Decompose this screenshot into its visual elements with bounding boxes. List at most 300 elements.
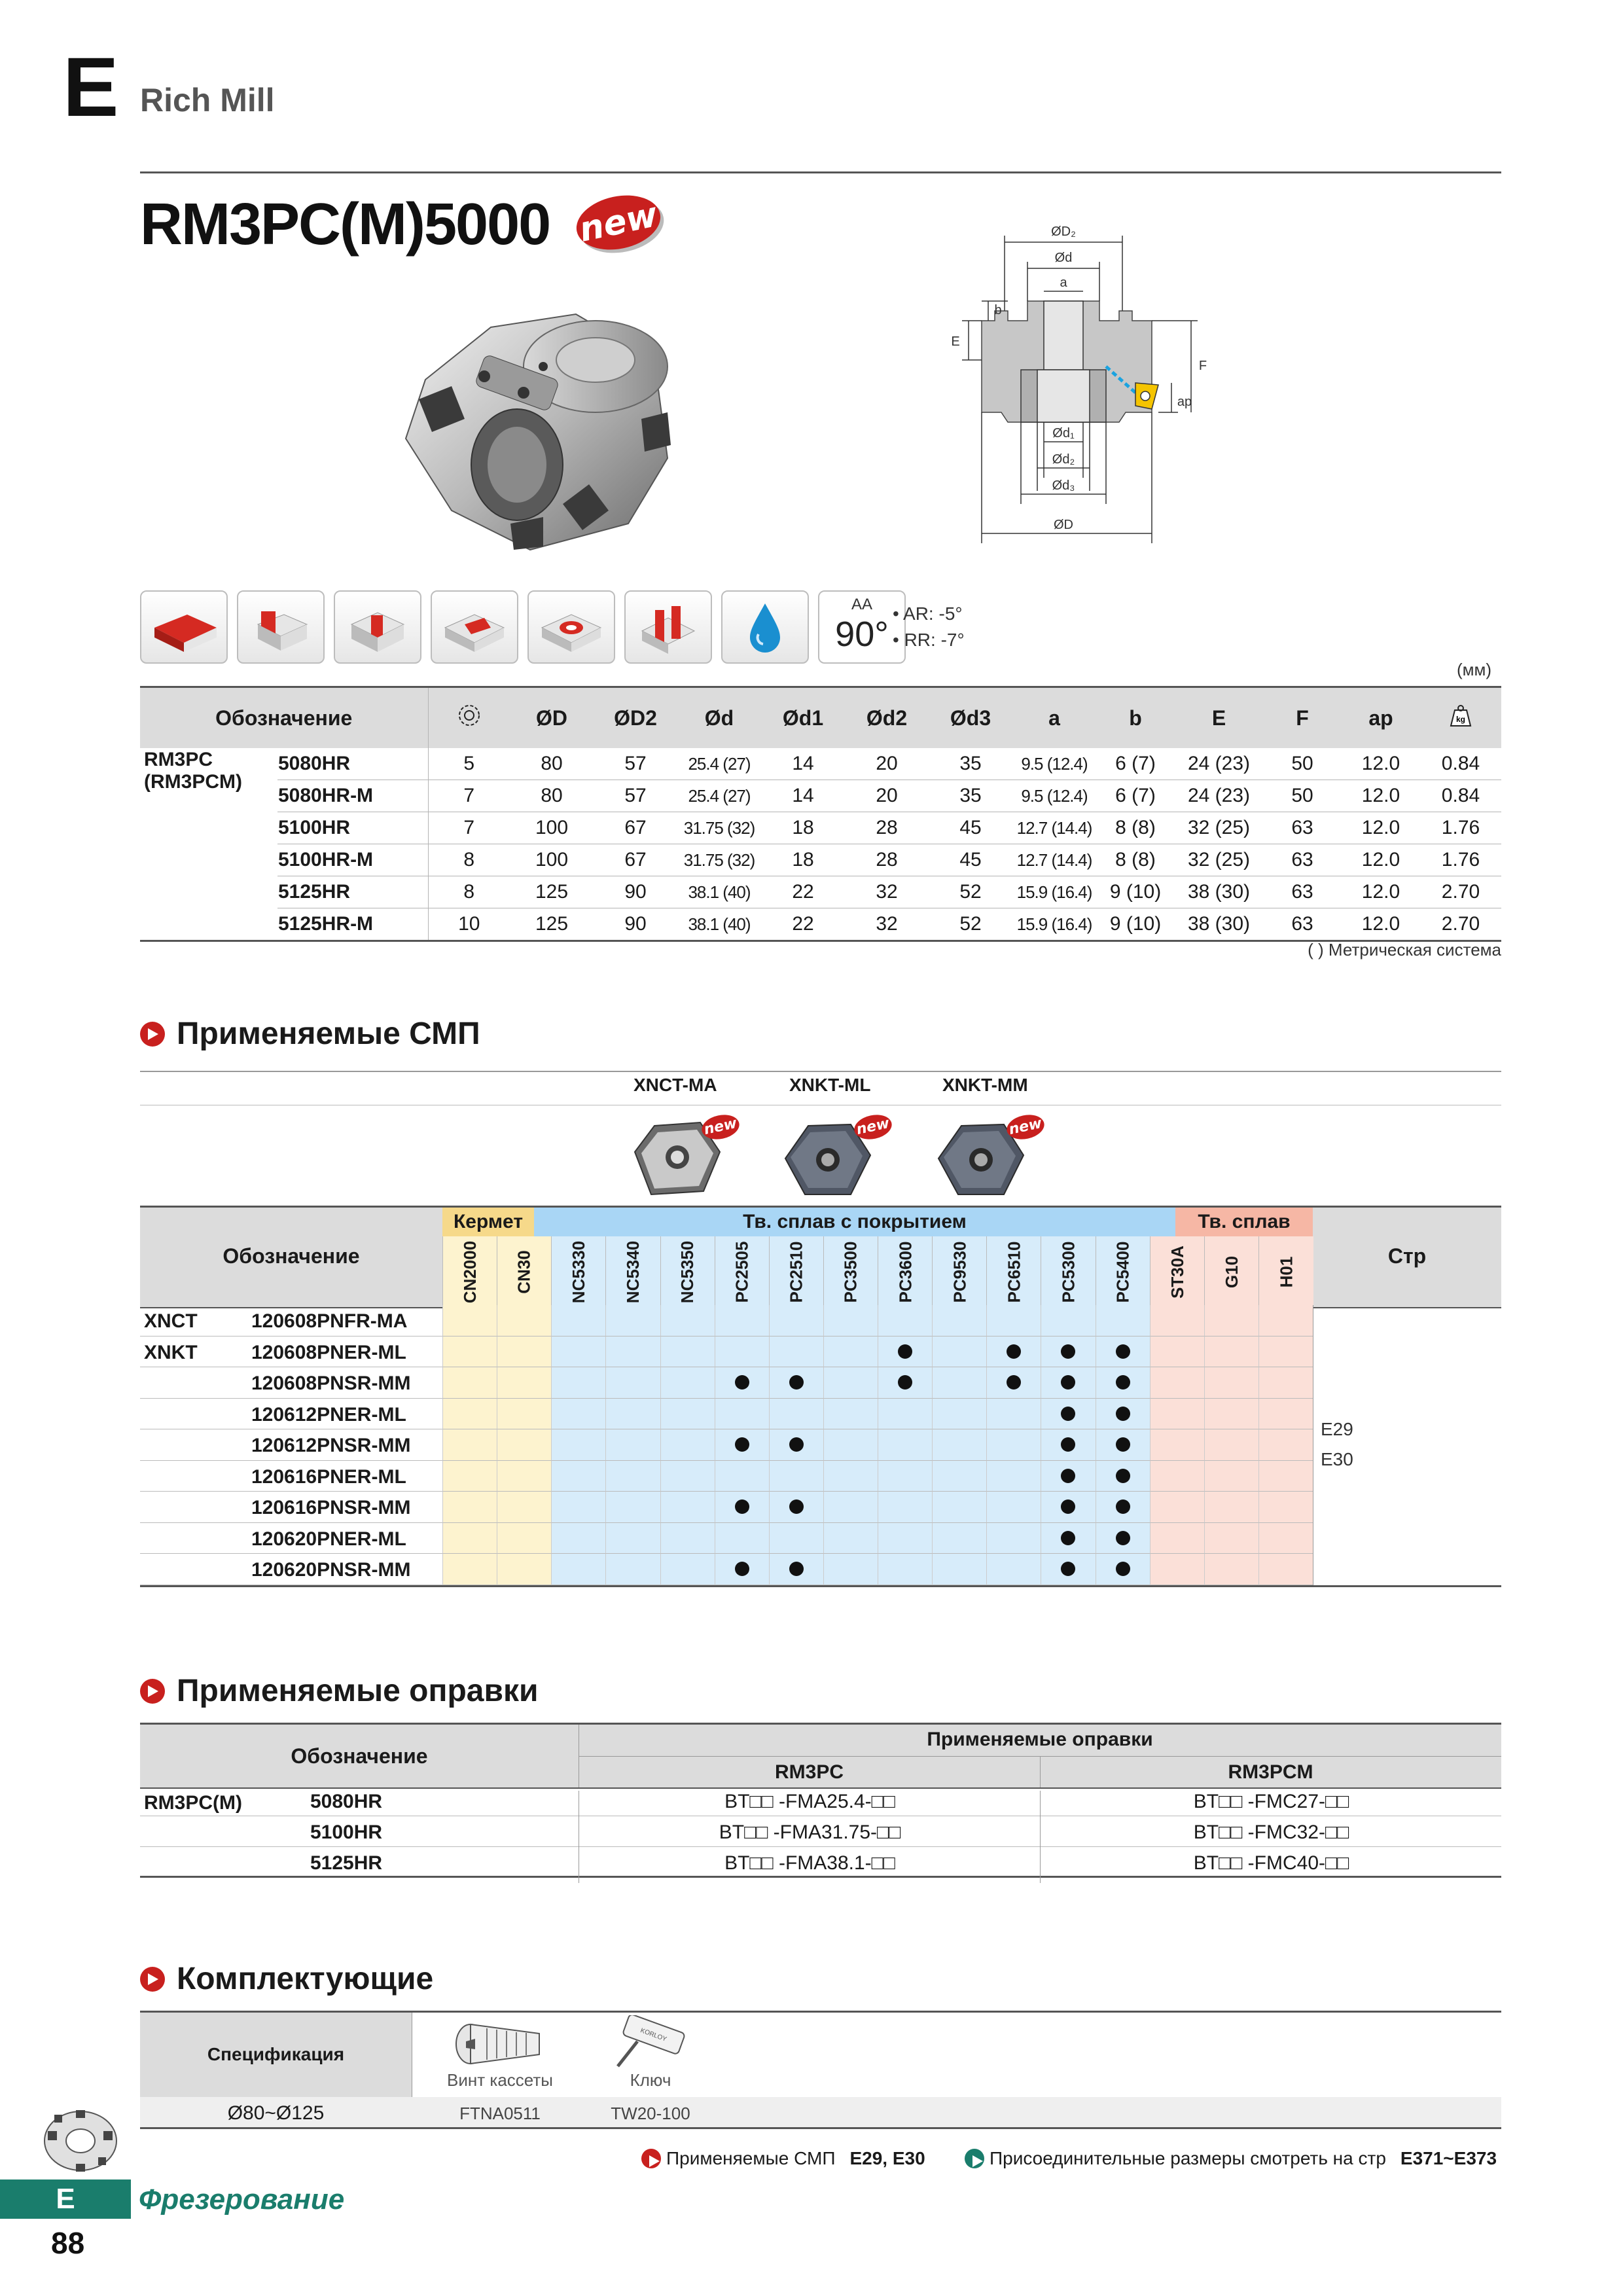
spec-model: 5100HR bbox=[277, 812, 428, 844]
grade-cell bbox=[932, 1367, 986, 1399]
svg-text:a: a bbox=[1060, 276, 1067, 290]
grade-name: PC6510 bbox=[1004, 1241, 1024, 1302]
spec-cell: 24 (23) bbox=[1175, 748, 1263, 780]
page-ref-e29: E29 bbox=[1321, 1419, 1353, 1439]
grade-cell bbox=[1204, 1554, 1258, 1585]
section-tab-text: Фрезерование bbox=[139, 2183, 345, 2215]
grade-cell bbox=[1041, 1399, 1095, 1430]
grade-column-header bbox=[660, 1236, 715, 1307]
insert-row bbox=[140, 1367, 1501, 1399]
spec-cell: 80 bbox=[510, 748, 594, 780]
svg-text:Ød₂: Ød₂ bbox=[1052, 452, 1075, 467]
new-badge-ml: new bbox=[852, 1111, 894, 1142]
svg-text:KORLOY: KORLOY bbox=[639, 2027, 668, 2043]
holder-model: 5080HR bbox=[310, 1791, 383, 1812]
insert-code: 120612PNER-ML bbox=[251, 1403, 406, 1426]
grade-cell bbox=[605, 1523, 660, 1554]
spec-table bbox=[140, 686, 1501, 942]
grade-cell bbox=[1041, 1523, 1095, 1554]
insert-series: XNCT bbox=[144, 1310, 198, 1332]
spec-series-line: (RM3PCM) bbox=[144, 771, 242, 793]
svg-text:F: F bbox=[1198, 359, 1207, 373]
spec-header-D: ØD bbox=[510, 687, 594, 749]
spec-header-E: E bbox=[1175, 687, 1263, 749]
grade-cell bbox=[1096, 1492, 1150, 1523]
spec-cell: 9 (10) bbox=[1096, 876, 1175, 908]
accessory-key-value: TW20-100 bbox=[611, 2104, 690, 2123]
grade-cell bbox=[551, 1554, 605, 1585]
spec-model: 5125HR bbox=[277, 876, 428, 908]
footer-ref-dimensions-pages: E371~E373 bbox=[1400, 2148, 1497, 2168]
grade-name: NC5330 bbox=[569, 1240, 589, 1303]
grade-cell bbox=[442, 1492, 497, 1523]
spec-cell: 8 bbox=[428, 844, 510, 876]
grade-cell bbox=[497, 1523, 551, 1554]
grade-cell bbox=[823, 1367, 878, 1399]
grade-column-header bbox=[715, 1236, 770, 1307]
grade-cell bbox=[497, 1367, 551, 1399]
insert-row bbox=[140, 1554, 1501, 1585]
grade-cell bbox=[605, 1399, 660, 1430]
slotting-icon bbox=[334, 590, 421, 664]
grade-cell bbox=[1204, 1429, 1258, 1461]
holders-header-group: Применяемые оправки bbox=[927, 1729, 1153, 1750]
spec-cell: 25.4 (27) bbox=[677, 748, 761, 780]
spec-cell: 31.75 (32) bbox=[677, 812, 761, 844]
spec-cell: 32 (25) bbox=[1175, 844, 1263, 876]
spec-cell: 57 bbox=[594, 780, 677, 812]
spec-cell: 24 (23) bbox=[1175, 780, 1263, 812]
grade-cell bbox=[769, 1523, 823, 1554]
spec-row bbox=[140, 812, 1501, 844]
spec-cell: 12.0 bbox=[1342, 812, 1420, 844]
insert-series: XNKT bbox=[144, 1341, 198, 1363]
grade-cell bbox=[878, 1305, 932, 1336]
grade-column-header bbox=[551, 1236, 606, 1307]
spec-cell: 125 bbox=[510, 876, 594, 908]
new-badge: new bbox=[571, 188, 666, 257]
grade-cell bbox=[1258, 1461, 1313, 1492]
spec-series bbox=[140, 748, 277, 941]
grade-cell bbox=[497, 1461, 551, 1492]
grade-cell bbox=[1096, 1429, 1150, 1461]
availability-dot bbox=[1061, 1531, 1075, 1545]
spec-cell: 63 bbox=[1263, 812, 1342, 844]
holder-rm3pc: BT□□ -FMA31.75-□□ bbox=[579, 1821, 1041, 1852]
grade-cell bbox=[878, 1461, 932, 1492]
grade-cell bbox=[1150, 1523, 1204, 1554]
grade-cell bbox=[1150, 1367, 1204, 1399]
grade-name: PC3600 bbox=[895, 1241, 916, 1302]
grade-cell bbox=[932, 1492, 986, 1523]
grade-cell bbox=[715, 1399, 769, 1430]
teeth-count-icon bbox=[428, 687, 510, 749]
insert-code: 120616PNSR-MM bbox=[251, 1497, 411, 1518]
grade-cell bbox=[1150, 1554, 1204, 1585]
spec-cell: 14 bbox=[761, 780, 845, 812]
group-cermet: Кермет bbox=[442, 1208, 534, 1236]
spec-header-D2: ØD2 bbox=[594, 687, 677, 749]
shoulder-milling-icon bbox=[237, 590, 325, 664]
availability-dot bbox=[1061, 1375, 1075, 1390]
grade-cell bbox=[1258, 1492, 1313, 1523]
grade-cell bbox=[1096, 1399, 1150, 1430]
svg-text:b: b bbox=[994, 303, 1002, 317]
availability-dot bbox=[1116, 1562, 1130, 1576]
grade-cell bbox=[605, 1367, 660, 1399]
grade-cell bbox=[660, 1399, 715, 1430]
application-icons bbox=[140, 590, 906, 664]
inserts-section-title bbox=[140, 1016, 480, 1052]
availability-dot bbox=[735, 1437, 749, 1452]
radial-rake: • RR: -7° bbox=[893, 630, 965, 650]
grade-column-header bbox=[442, 1236, 497, 1307]
spec-model: 5100HR-M bbox=[277, 844, 428, 876]
unit-label: (мм) bbox=[1457, 660, 1492, 679]
spec-cell: 22 bbox=[761, 876, 845, 908]
grade-cell bbox=[932, 1523, 986, 1554]
grade-cell bbox=[715, 1305, 769, 1336]
spec-cell: 12.7 (14.4) bbox=[1012, 844, 1096, 876]
spec-cell: 67 bbox=[594, 844, 677, 876]
grade-column-header bbox=[1041, 1236, 1096, 1307]
grade-header-page: Стр bbox=[1387, 1244, 1427, 1268]
spec-footnote: ( ) Метрическая система bbox=[1308, 940, 1501, 960]
grade-cell bbox=[823, 1305, 878, 1336]
grade-cell bbox=[823, 1461, 878, 1492]
spec-cell: 38 (30) bbox=[1175, 876, 1263, 908]
spec-cell: 6 (7) bbox=[1096, 748, 1175, 780]
grade-name: PC2510 bbox=[786, 1241, 806, 1302]
spec-cell: 0.84 bbox=[1420, 748, 1501, 780]
grade-cell bbox=[1150, 1461, 1204, 1492]
cutter-thumbnail-icon bbox=[38, 2105, 123, 2177]
arrow-bullet-icon bbox=[140, 1679, 165, 1704]
spec-cell: 8 (8) bbox=[1096, 844, 1175, 876]
insert-code: 120608PNFR-MA bbox=[251, 1310, 408, 1332]
grade-cell bbox=[823, 1492, 878, 1523]
footer-ref-inserts[interactable] bbox=[641, 2148, 925, 2169]
grade-cell bbox=[715, 1492, 769, 1523]
holder-row bbox=[140, 1785, 1501, 1816]
cassette-screw-icon bbox=[441, 2017, 559, 2069]
spec-cell: 2.70 bbox=[1420, 908, 1501, 941]
spec-cell: 100 bbox=[510, 844, 594, 876]
grade-cell bbox=[769, 1305, 823, 1336]
spec-cell: 90 bbox=[594, 876, 677, 908]
accessories-header-spec: Спецификация bbox=[207, 2044, 345, 2064]
spec-cell: 18 bbox=[761, 812, 845, 844]
spec-cell: 28 bbox=[845, 844, 929, 876]
grade-cell bbox=[1041, 1429, 1095, 1461]
grade-cell bbox=[769, 1429, 823, 1461]
spec-cell: 63 bbox=[1263, 876, 1342, 908]
grade-name: CN2000 bbox=[460, 1240, 480, 1303]
insert-row bbox=[140, 1336, 1501, 1368]
grade-cell bbox=[660, 1336, 715, 1368]
coolant-drop-icon bbox=[721, 590, 809, 664]
grade-cell bbox=[715, 1429, 769, 1461]
spec-cell: 35 bbox=[929, 748, 1012, 780]
spec-cell: 14 bbox=[761, 748, 845, 780]
spec-series-line: RM3PC bbox=[144, 749, 213, 770]
grade-cell bbox=[1150, 1399, 1204, 1430]
grade-cell bbox=[1258, 1429, 1313, 1461]
grade-cell bbox=[551, 1461, 605, 1492]
grade-cell bbox=[1258, 1554, 1313, 1585]
spec-cell: 28 bbox=[845, 812, 929, 844]
availability-dot bbox=[1061, 1499, 1075, 1514]
grade-cell bbox=[986, 1523, 1041, 1554]
grade-cell bbox=[551, 1429, 605, 1461]
spec-cell: 32 (25) bbox=[1175, 812, 1263, 844]
svg-text:Ød₃: Ød₃ bbox=[1052, 478, 1075, 493]
insert-code: 120616PNER-ML bbox=[251, 1465, 406, 1488]
grade-cell bbox=[878, 1523, 932, 1554]
grade-cell bbox=[497, 1336, 551, 1368]
spec-cell: 6 (7) bbox=[1096, 780, 1175, 812]
spec-header-ap: ap bbox=[1342, 687, 1420, 749]
grade-name: H01 bbox=[1275, 1256, 1296, 1287]
grade-cell bbox=[1096, 1523, 1150, 1554]
grade-cell bbox=[878, 1492, 932, 1523]
grade-cell bbox=[715, 1523, 769, 1554]
spec-cell: 12.0 bbox=[1342, 876, 1420, 908]
grade-table-header bbox=[140, 1206, 1501, 1308]
insert-row bbox=[140, 1399, 1501, 1430]
spec-cell: 9.5 (12.4) bbox=[1012, 748, 1096, 780]
page-number: 88 bbox=[51, 2226, 85, 2260]
arrow-bullet-icon bbox=[140, 1022, 165, 1047]
grade-cell bbox=[932, 1305, 986, 1336]
grade-cell bbox=[551, 1336, 605, 1368]
spec-header-a: a bbox=[1012, 687, 1096, 749]
grade-cell bbox=[1204, 1523, 1258, 1554]
grade-column-header bbox=[1204, 1236, 1259, 1307]
insert-row bbox=[140, 1305, 1501, 1336]
grade-cell bbox=[715, 1461, 769, 1492]
grade-cell bbox=[1150, 1336, 1204, 1368]
grade-cell bbox=[932, 1554, 986, 1585]
spec-cell: 31.75 (32) bbox=[677, 844, 761, 876]
grade-column-header bbox=[497, 1236, 552, 1307]
grade-cell bbox=[442, 1523, 497, 1554]
spec-cell: 50 bbox=[1263, 780, 1342, 812]
grade-cell bbox=[1096, 1461, 1150, 1492]
grade-header-designation: Обозначение bbox=[223, 1244, 360, 1268]
availability-dot bbox=[789, 1499, 804, 1514]
grade-name: NC5350 bbox=[677, 1240, 698, 1303]
spec-cell: 45 bbox=[929, 812, 1012, 844]
spec-cell: 20 bbox=[845, 780, 929, 812]
availability-dot bbox=[789, 1562, 804, 1576]
grade-name: PC2505 bbox=[732, 1241, 752, 1302]
spec-cell: 25.4 (27) bbox=[677, 780, 761, 812]
spec-cell: 1.76 bbox=[1420, 844, 1501, 876]
product-title: RM3PC(M)5000 bbox=[140, 192, 550, 257]
spec-cell: 125 bbox=[510, 908, 594, 941]
grade-cell bbox=[986, 1367, 1041, 1399]
svg-text:ap: ap bbox=[1177, 395, 1192, 409]
grade-name: NC5340 bbox=[623, 1240, 643, 1303]
grade-cell bbox=[715, 1367, 769, 1399]
grade-cell bbox=[1041, 1492, 1095, 1523]
spec-cell: 7 bbox=[428, 812, 510, 844]
spec-model: 5125HR-M bbox=[277, 908, 428, 941]
footer-ref-dimensions[interactable] bbox=[965, 2148, 1497, 2169]
grade-column-header bbox=[878, 1236, 933, 1307]
spec-cell: 2.70 bbox=[1420, 876, 1501, 908]
availability-dot bbox=[735, 1499, 749, 1514]
grade-cell bbox=[442, 1336, 497, 1368]
cutter-image bbox=[380, 288, 694, 563]
spec-cell: 38 (30) bbox=[1175, 908, 1263, 941]
holder-model: 5100HR bbox=[310, 1821, 383, 1843]
spec-cell: 10 bbox=[428, 908, 510, 941]
spec-cell: 12.0 bbox=[1342, 780, 1420, 812]
grade-cell bbox=[1041, 1367, 1095, 1399]
grade-column-header bbox=[1258, 1236, 1313, 1307]
holders-header bbox=[140, 1723, 1501, 1789]
header-divider bbox=[140, 171, 1501, 173]
grade-cell bbox=[1041, 1336, 1095, 1368]
arrow-bullet-icon bbox=[140, 1967, 165, 1992]
spec-header-d: Ød bbox=[677, 687, 761, 749]
grade-cell bbox=[986, 1305, 1041, 1336]
availability-dot bbox=[1061, 1407, 1075, 1421]
plunging-icon bbox=[527, 590, 615, 664]
spec-cell: 0.84 bbox=[1420, 780, 1501, 812]
accessories-title-text: Комплектующие bbox=[177, 1962, 434, 1996]
grade-column-header bbox=[986, 1236, 1041, 1307]
grade-cell bbox=[769, 1399, 823, 1430]
grade-cell bbox=[878, 1554, 932, 1585]
grade-cell bbox=[660, 1554, 715, 1585]
grade-cell bbox=[986, 1492, 1041, 1523]
spec-cell: 1.76 bbox=[1420, 812, 1501, 844]
accessory-screw-value: FTNA0511 bbox=[459, 2104, 541, 2123]
spec-header-designation: Обозначение bbox=[140, 687, 428, 749]
insert-row bbox=[140, 1429, 1501, 1461]
grade-cell bbox=[442, 1305, 497, 1336]
insert-code: 120608PNER-ML bbox=[251, 1341, 406, 1363]
svg-text:kg: kg bbox=[1455, 715, 1466, 724]
holder-model: 5125HR bbox=[310, 1852, 383, 1874]
grade-cell bbox=[1096, 1336, 1150, 1368]
spec-cell: 38.1 (40) bbox=[677, 908, 761, 941]
availability-dot bbox=[735, 1562, 749, 1576]
spec-cell: 52 bbox=[929, 876, 1012, 908]
grade-column-header bbox=[769, 1236, 824, 1307]
grade-cell bbox=[1258, 1367, 1313, 1399]
axial-rake: • AR: -5° bbox=[893, 603, 963, 624]
spec-cell: 18 bbox=[761, 844, 845, 876]
insert-type-1: XNCT-MA bbox=[633, 1075, 717, 1095]
spec-model: 5080HR-M bbox=[277, 780, 428, 812]
insert-code: 120620PNER-ML bbox=[251, 1528, 406, 1550]
insert-code: 120612PNSR-MM bbox=[251, 1435, 411, 1456]
spec-cell: 15.9 (16.4) bbox=[1012, 908, 1096, 941]
spec-cell: 32 bbox=[845, 876, 929, 908]
footer-ref-inserts-pages: E29, E30 bbox=[849, 2148, 925, 2168]
grade-cell bbox=[1204, 1367, 1258, 1399]
grade-cell bbox=[660, 1367, 715, 1399]
spec-cell: 100 bbox=[510, 812, 594, 844]
grade-cell bbox=[1041, 1305, 1095, 1336]
holder-rm3pc: BT□□ -FMA38.1-□□ bbox=[579, 1852, 1041, 1883]
grade-cell bbox=[1150, 1429, 1204, 1461]
spec-header-d3: Ød3 bbox=[929, 687, 1012, 749]
grade-column-header bbox=[1150, 1236, 1205, 1307]
availability-dot bbox=[898, 1375, 912, 1390]
accessories-header-key: Ключ bbox=[630, 2070, 671, 2090]
grade-cell bbox=[1096, 1554, 1150, 1585]
grade-name: PC9530 bbox=[950, 1241, 970, 1302]
grade-cell bbox=[769, 1461, 823, 1492]
grade-cell bbox=[442, 1429, 497, 1461]
svg-text:ØD₂: ØD₂ bbox=[1051, 224, 1076, 239]
grade-cell bbox=[823, 1399, 878, 1430]
svg-text:Ød: Ød bbox=[1054, 251, 1073, 265]
grade-cell bbox=[497, 1399, 551, 1430]
new-badge-mm: new bbox=[1005, 1111, 1046, 1142]
availability-dot bbox=[1116, 1499, 1130, 1514]
grade-cell bbox=[1041, 1554, 1095, 1585]
insert-type-2: XNKT-ML bbox=[789, 1075, 871, 1095]
spec-cell: 35 bbox=[929, 780, 1012, 812]
availability-dot bbox=[1116, 1437, 1130, 1452]
holders-header-rm3pc: RM3PC bbox=[774, 1761, 844, 1783]
grade-cell bbox=[442, 1461, 497, 1492]
grade-cell bbox=[986, 1429, 1041, 1461]
spec-cell: 12.0 bbox=[1342, 908, 1420, 941]
spec-row bbox=[140, 908, 1501, 941]
grade-cell bbox=[605, 1336, 660, 1368]
accessories-header bbox=[140, 2011, 1501, 2099]
grade-cell bbox=[660, 1461, 715, 1492]
holders-series: RM3PC(M) bbox=[144, 1792, 242, 1814]
ramping-icon bbox=[431, 590, 518, 664]
svg-text:ØD: ØD bbox=[1054, 518, 1073, 532]
holder-row bbox=[140, 1816, 1501, 1847]
grade-cell bbox=[660, 1492, 715, 1523]
grade-cell bbox=[1150, 1305, 1204, 1336]
spec-cell: 8 (8) bbox=[1096, 812, 1175, 844]
grade-name: PC5300 bbox=[1058, 1241, 1079, 1302]
spec-cell: 52 bbox=[929, 908, 1012, 941]
grade-cell bbox=[605, 1429, 660, 1461]
spec-cell: 12.7 (14.4) bbox=[1012, 812, 1096, 844]
spec-cell: 15.9 (16.4) bbox=[1012, 876, 1096, 908]
grade-cell bbox=[1204, 1399, 1258, 1430]
face-milling-icon bbox=[140, 590, 228, 664]
accessories-row bbox=[140, 2097, 1501, 2129]
grade-name: PC5400 bbox=[1113, 1241, 1133, 1302]
grade-cell bbox=[442, 1399, 497, 1430]
group-coated: Тв. сплав с покрытием bbox=[534, 1208, 1175, 1236]
availability-dot bbox=[1061, 1562, 1075, 1576]
grade-cell bbox=[1258, 1523, 1313, 1554]
grade-cell bbox=[715, 1554, 769, 1585]
spec-cell: 12.0 bbox=[1342, 844, 1420, 876]
grade-cell bbox=[660, 1429, 715, 1461]
availability-dot bbox=[1007, 1375, 1021, 1390]
new-badge-ma: new bbox=[700, 1111, 741, 1142]
grade-cell bbox=[932, 1429, 986, 1461]
arrow-bullet-icon bbox=[641, 2149, 661, 2168]
spec-cell: 38.1 (40) bbox=[677, 876, 761, 908]
grade-cell bbox=[986, 1461, 1041, 1492]
